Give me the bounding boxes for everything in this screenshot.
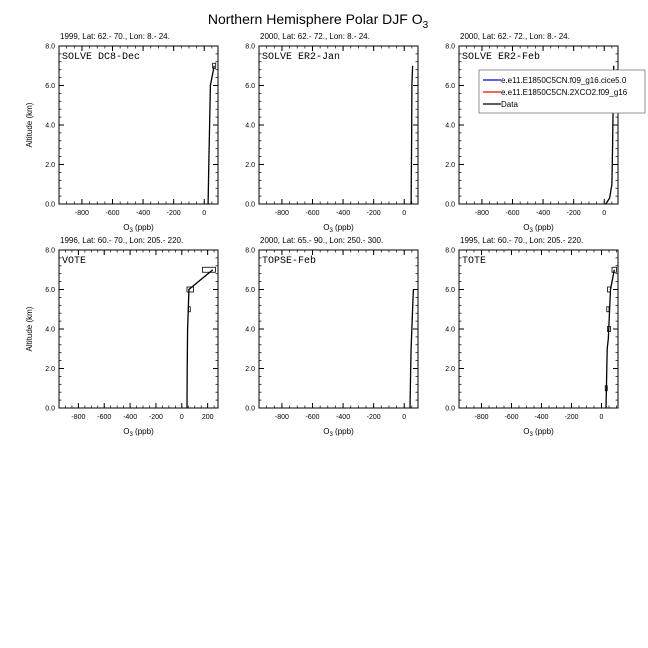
y-tick-label: 6.0 [445, 287, 455, 294]
x-tick-label: -400 [536, 210, 551, 217]
x-tick-label: 200 [201, 414, 214, 421]
plot-frame [259, 46, 418, 204]
y-tick-label: 0.0 [445, 405, 455, 413]
panel-header: 1999, Lat: 62.- 70., Lon: 8.- 24. [60, 32, 170, 41]
x-tick-label: -600 [105, 210, 120, 217]
x-tick-label: -200 [564, 414, 579, 421]
y-tick-label: 2.0 [245, 366, 255, 373]
x-tick-label: 0 [402, 414, 407, 421]
y-tick-label: 8.0 [45, 247, 55, 255]
y-tick-label: 6.0 [245, 287, 255, 294]
data-profile-line [208, 66, 214, 204]
data-profile-line [410, 290, 413, 409]
x-tick-label: -200 [366, 210, 381, 217]
y-tick-label: 4.0 [245, 326, 255, 334]
plot-frame [59, 46, 218, 204]
x-tick-label: -200 [148, 414, 163, 421]
x-tick-label: 0 [202, 210, 207, 217]
data-profile-line [187, 270, 213, 408]
data-range-box [188, 307, 190, 312]
x-tick-label: -800 [74, 210, 89, 217]
x-tick-label: -400 [123, 414, 138, 421]
x-tick-label: -400 [336, 210, 351, 217]
campaign-label: SOLVE ER2-Jan [262, 52, 341, 63]
y-tick-label: 8.0 [45, 43, 55, 51]
x-tick-label: -200 [166, 210, 181, 217]
data-profile-line [411, 66, 413, 204]
x-tick-label: -200 [366, 414, 381, 421]
y-tick-label: 2.0 [45, 162, 55, 169]
x-tick-label: -400 [336, 414, 351, 421]
y-tick-label: 8.0 [245, 43, 255, 51]
x-tick-label: -400 [534, 414, 549, 421]
figure-title [208, 11, 429, 31]
legend [479, 70, 645, 113]
plot-frame [59, 250, 218, 408]
x-tick-label: -800 [274, 210, 289, 217]
y-tick-label: 6.0 [45, 287, 55, 294]
data-range-box [202, 267, 215, 272]
x-tick-label: -600 [305, 210, 320, 217]
panel-2 [245, 32, 418, 234]
x-tick-label: 0 [602, 210, 607, 217]
y-axis-label: Altitude (km) [25, 102, 34, 148]
legend-label: e.e11.E1850C5CN.f09_g16.cice5.0 [501, 76, 627, 85]
panel-header: 2000, Lat: 62.- 72., Lon: 8.- 24. [260, 32, 370, 41]
y-tick-label: 6.0 [245, 83, 255, 90]
panel-header: 1996, Lat: 60.- 70., Lon: 205.- 220. [60, 236, 184, 245]
x-tick-label: -800 [274, 414, 289, 421]
y-tick-label: 2.0 [245, 162, 255, 169]
x-tick-label: -600 [305, 414, 320, 421]
x-tick-label: -600 [505, 210, 520, 217]
legend-label: Data [501, 100, 518, 109]
figure-title-subscript: 3 [422, 20, 429, 31]
y-axis-label: Altitude (km) [25, 306, 34, 352]
panel-header: 1995, Lat: 60.- 70., Lon: 205.- 220. [460, 236, 584, 245]
y-tick-label: 0.0 [45, 405, 55, 413]
campaign-label: TOTE [462, 256, 487, 267]
campaign-label: TOPSE-Feb [262, 256, 317, 267]
y-tick-label: 4.0 [45, 326, 55, 334]
x-tick-label: 0 [179, 414, 184, 421]
campaign-label: VOTE [62, 256, 87, 267]
x-axis-label: $O_3$ (ppb) [523, 223, 554, 234]
y-tick-label: 0.0 [245, 201, 255, 209]
x-axis-label: $O_3$ (ppb) [523, 427, 554, 438]
y-tick-label: 4.0 [445, 122, 455, 130]
x-tick-label: -800 [474, 210, 489, 217]
y-tick-label: 0.0 [245, 405, 255, 413]
campaign-label: SOLVE DC8-Dec [62, 52, 141, 63]
panel-6 [445, 236, 618, 438]
x-axis-label: $O_3$ (ppb) [123, 223, 154, 234]
x-tick-label: -200 [566, 210, 581, 217]
y-tick-label: 8.0 [445, 247, 455, 255]
campaign-label: SOLVE ER2-Feb [462, 52, 541, 63]
y-tick-label: 4.0 [45, 122, 55, 130]
plot-frame [259, 250, 418, 408]
x-tick-label: -600 [97, 414, 112, 421]
x-tick-label: 0 [402, 210, 407, 217]
panel-1 [25, 32, 218, 234]
y-tick-label: 2.0 [445, 366, 455, 373]
panel-header: 2000, Lat: 62.- 72., Lon: 8.- 24. [460, 32, 570, 41]
y-tick-label: 8.0 [445, 43, 455, 51]
figure-title-text: Northern Hemisphere Polar DJF O [207, 11, 423, 27]
x-axis-label: $O_3$ (ppb) [323, 427, 354, 438]
y-tick-label: 0.0 [45, 201, 55, 209]
data-range-box [607, 307, 609, 312]
panel-4 [25, 236, 218, 438]
y-tick-label: 0.0 [445, 201, 455, 209]
x-tick-label: -800 [71, 414, 86, 421]
x-tick-label: -800 [474, 414, 489, 421]
y-tick-label: 4.0 [445, 326, 455, 334]
y-tick-label: 8.0 [245, 247, 255, 255]
x-tick-label: -400 [136, 210, 151, 217]
x-tick-label: 0 [599, 414, 604, 421]
x-axis-label: $O_3$ (ppb) [123, 427, 154, 438]
panel-header: 2000, Lat: 65.- 90., Lon: 250.- 300. [260, 236, 384, 245]
y-tick-label: 6.0 [445, 83, 455, 90]
x-axis-label: $O_3$ (ppb) [323, 223, 354, 234]
y-tick-label: 2.0 [45, 366, 55, 373]
panel-5 [245, 236, 418, 438]
panel-3 [445, 32, 618, 234]
y-tick-label: 2.0 [445, 162, 455, 169]
y-tick-label: 6.0 [45, 83, 55, 90]
y-tick-label: 4.0 [245, 122, 255, 130]
legend-label: e.e11.E1850C5CN.2XCO2.f09_g16 [501, 88, 628, 97]
plot-frame [459, 250, 618, 408]
x-tick-label: -600 [504, 414, 519, 421]
